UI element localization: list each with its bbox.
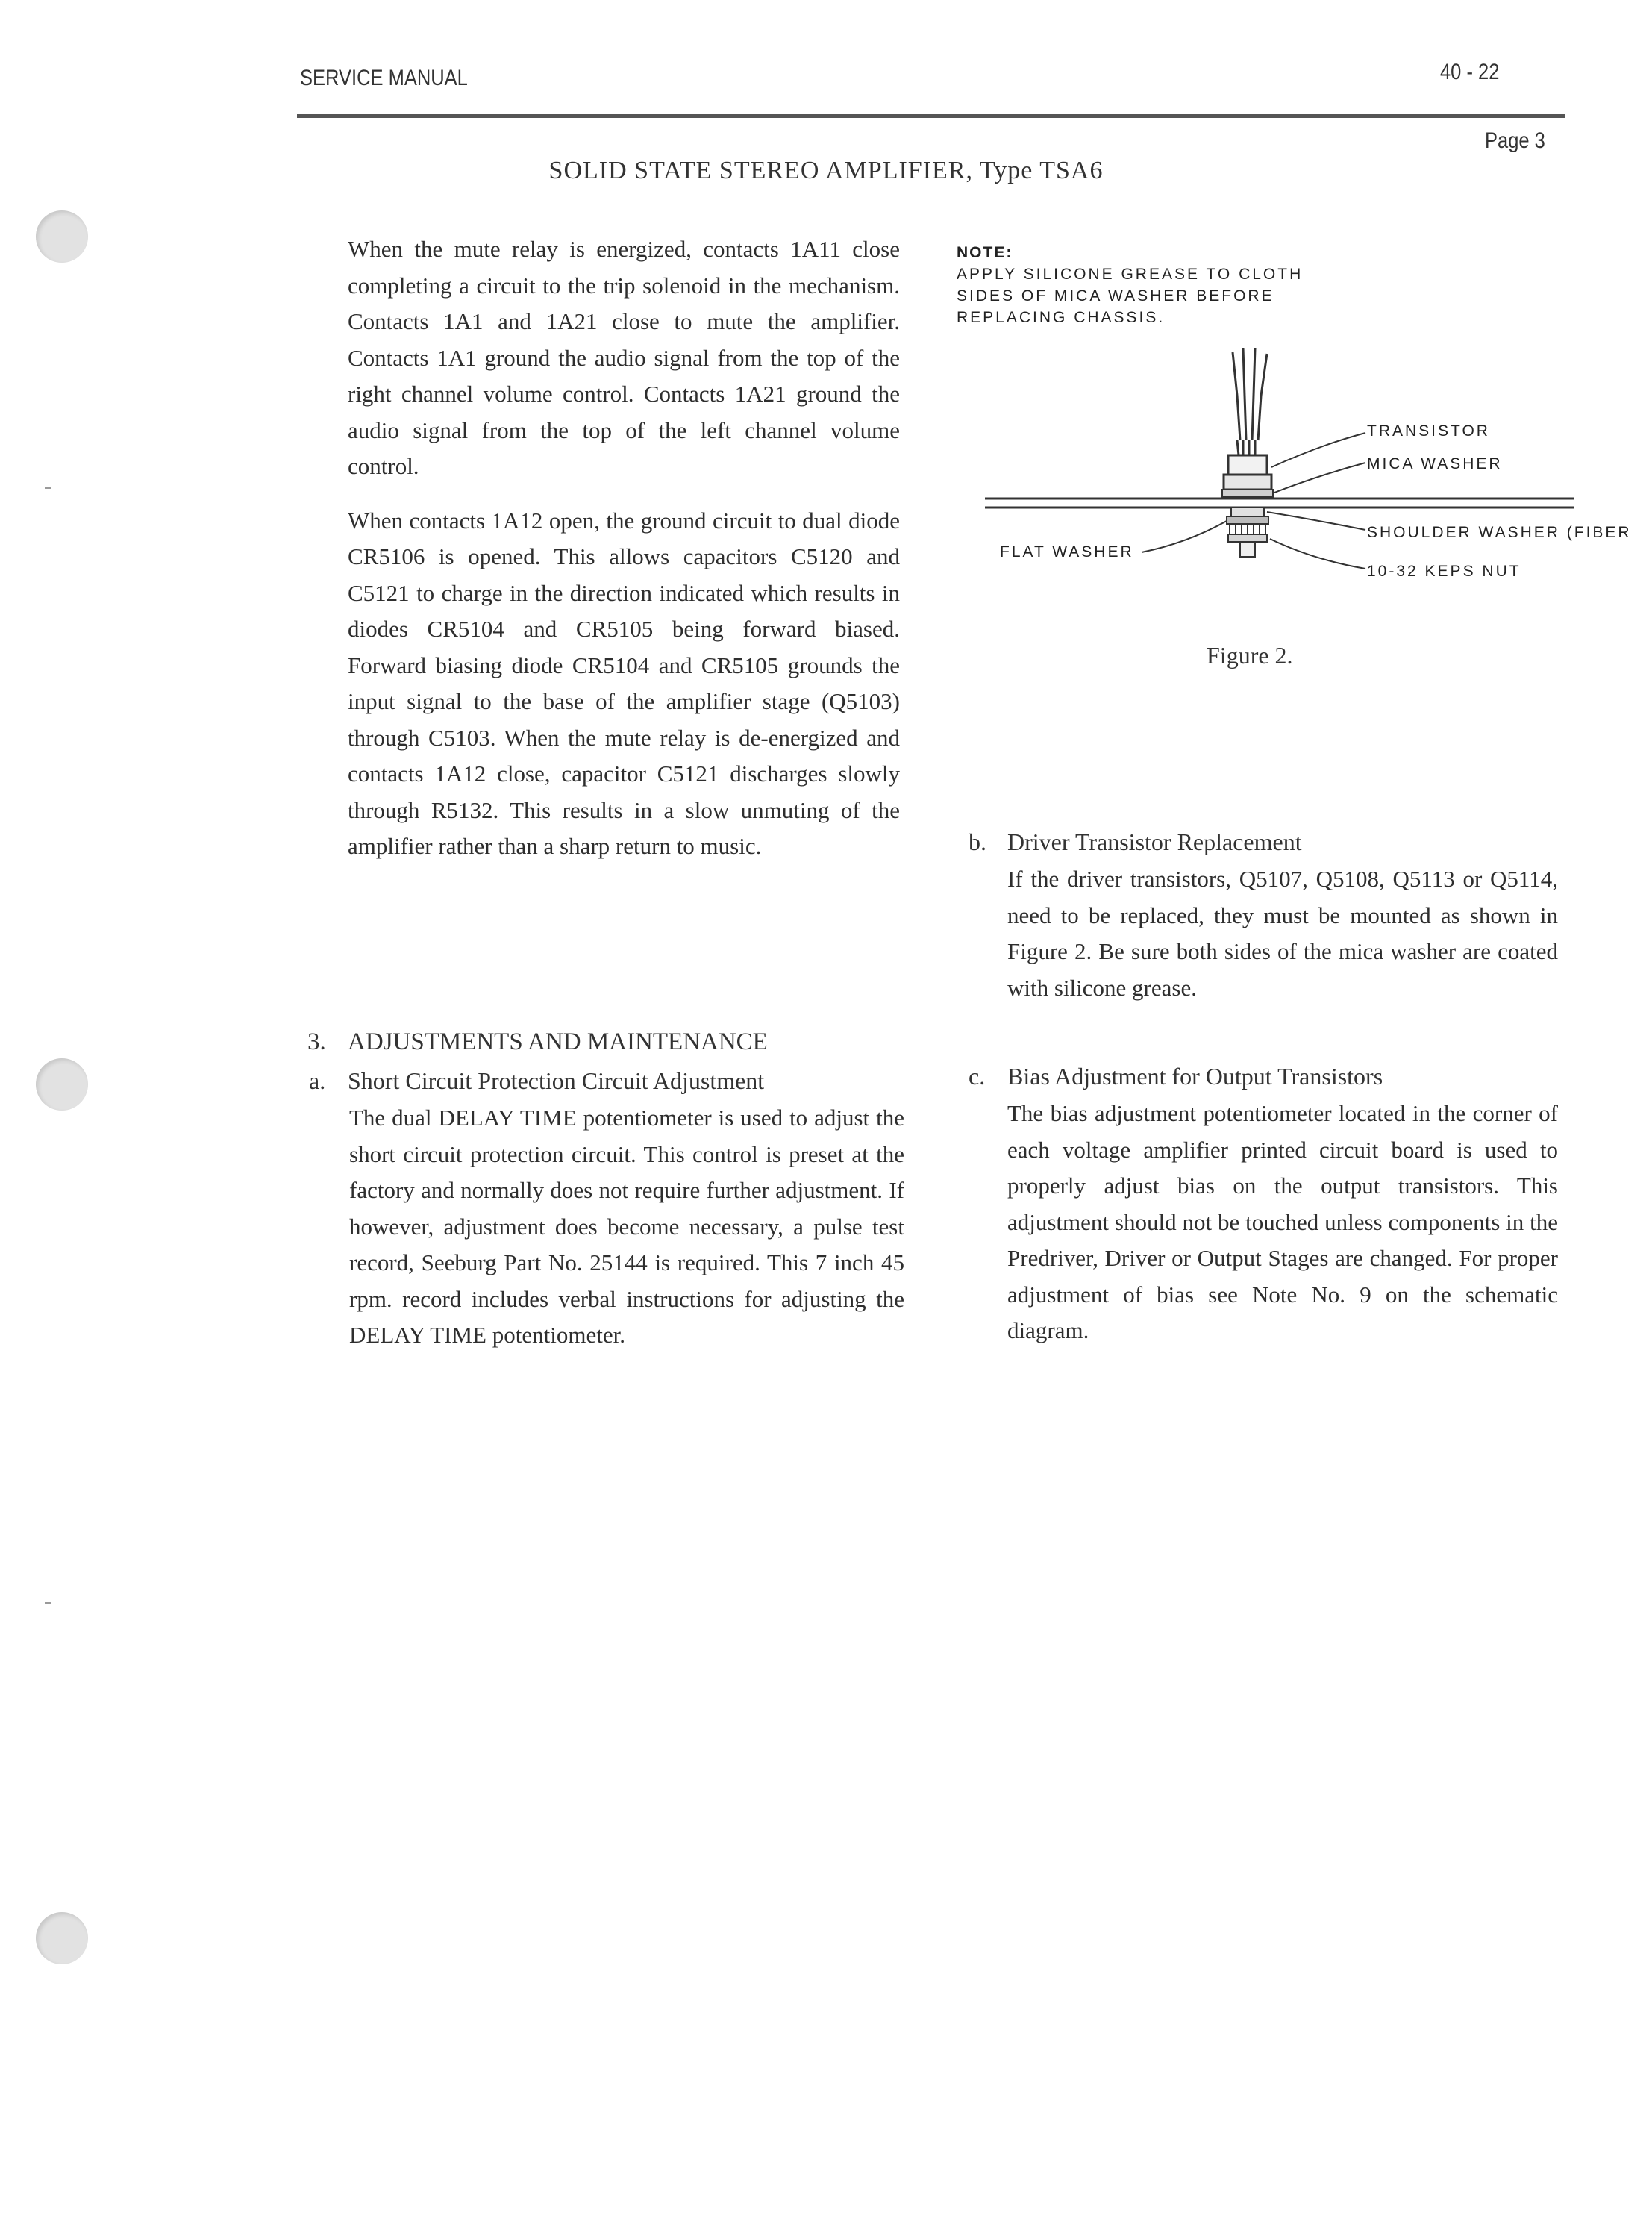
transistor-leads (1233, 348, 1267, 455)
mica-washer (1222, 490, 1273, 497)
note-text: APPLY SILICONE GREASE TO CLOTH SIDES OF MICA WASHER BEFORE REPLACING CHASSIS. (957, 266, 1304, 326)
subsection-c-heading (969, 1058, 1383, 1094)
label-transistor: TRANSISTOR (1367, 422, 1490, 440)
label-flat-washer: FLAT WASHER (1000, 543, 1134, 560)
figure-note (957, 242, 1345, 328)
flat-washer (1227, 516, 1268, 524)
transistor-flange (1224, 475, 1271, 490)
subsection-title: Short Circuit Protection Circuit Adjustment (348, 1067, 765, 1094)
subsection-a-heading (309, 1063, 765, 1099)
subsection-letter: a. (309, 1067, 326, 1094)
subsection-b-heading (969, 824, 1302, 860)
punch-hole-top (36, 210, 88, 263)
note-title: NOTE: (957, 244, 1013, 261)
label-keps-nut: 10-32 KEPS NUT (1367, 563, 1521, 580)
figure-caption: Figure 2. (1207, 642, 1293, 669)
subsection-c-body (1007, 1096, 1558, 1349)
header-rule (297, 114, 1565, 118)
paragraph-driver-transistor: If the driver transistors, Q5107, Q5108, Q5113 or Q5114, need to be replaced, they must be mounted as shown in Figure 2. Be sure both sides of the mica washer are coated with silicone grease. (1007, 866, 1558, 1001)
document-number: 40 - 22 (1440, 60, 1500, 84)
label-mica-washer: MICA WASHER (1367, 455, 1503, 472)
section-title: ADJUSTMENTS AND MAINTENANCE (348, 1028, 768, 1055)
left-column (348, 231, 900, 865)
document-title: SOLID STATE STEREO AMPLIFIER, Type TSA6 (548, 157, 1104, 184)
subsection-a-body (349, 1100, 904, 1354)
screw-end (1240, 542, 1255, 557)
subsection-letter: c. (969, 1063, 986, 1090)
paragraph-contacts-open: When contacts 1A12 open, the ground circuit to dual diode CR5106 is opened. This allows capacitors C5120 and C5121 to charge in the direction indicated which results in diodes CR5104 and CR5105 being forward biased. Forward biasing diode CR5104 and CR5105 grounds the input signal to the base of the amplifier stage (Q5103) through C5103. When the mute relay is de-energized and contacts 1A12 close, capacitor C5121 discharges slowly through R5132. This results in a slow unmuting of the amplifier rather than a sharp return to music. (348, 507, 900, 859)
section-number: 3. (307, 1028, 326, 1055)
paragraph-bias-adjustment: The bias adjustment potentiometer located in the corner of each voltage amplifier printed circuit board is used to properly adjust bias on the output transistors. This adjustment should not be touched unless components in the Predriver, Driver or Output Stages are changed. For proper adjustment of bias see Note No. 9 on the schematic diagram. (1007, 1100, 1558, 1343)
label-shoulder-washer: SHOULDER WASHER (FIBER (1367, 524, 1632, 541)
subsection-title: Bias Adjustment for Output Transistors (1007, 1063, 1383, 1090)
paragraph-mute-relay: When the mute relay is energized, contacts 1A11 close completing a circuit to the trip solenoid in the mechanism. Contacts 1A1 and 1A21 close to mute the amplifier. Contacts 1A1 ground the audio signal from the top of the right channel volume control. Contacts 1A21 ground the audio signal from the top of the left channel volume control. (348, 236, 900, 479)
subsection-b-body (1007, 861, 1558, 1006)
punch-hole-bottom (36, 1912, 88, 1964)
keps-nut (1228, 534, 1267, 542)
paragraph-delay-time: The dual DELAY TIME potentiometer is used to adjust the short circuit protection circuit. This control is preset at the factory and normally does not require further adjustment. If however, adjustment does become necessary, a pulse test record, Seeburg Part No. 25144 is required. This 7 inch 45 rpm. record includes verbal instructions for adjusting the DELAY TIME potentiometer. (349, 1105, 904, 1348)
subsection-title: Driver Transistor Replacement (1007, 828, 1302, 855)
section-heading (307, 1024, 904, 1060)
keps-nut-teeth (1230, 524, 1265, 534)
margin-mark (45, 1602, 51, 1604)
punch-hole-middle (36, 1058, 88, 1111)
subsection-letter: b. (969, 828, 986, 855)
shoulder-washer (1231, 508, 1264, 516)
page-number: Page 3 (1485, 128, 1545, 153)
manual-name: SERVICE MANUAL (300, 66, 468, 90)
margin-mark (45, 487, 51, 489)
